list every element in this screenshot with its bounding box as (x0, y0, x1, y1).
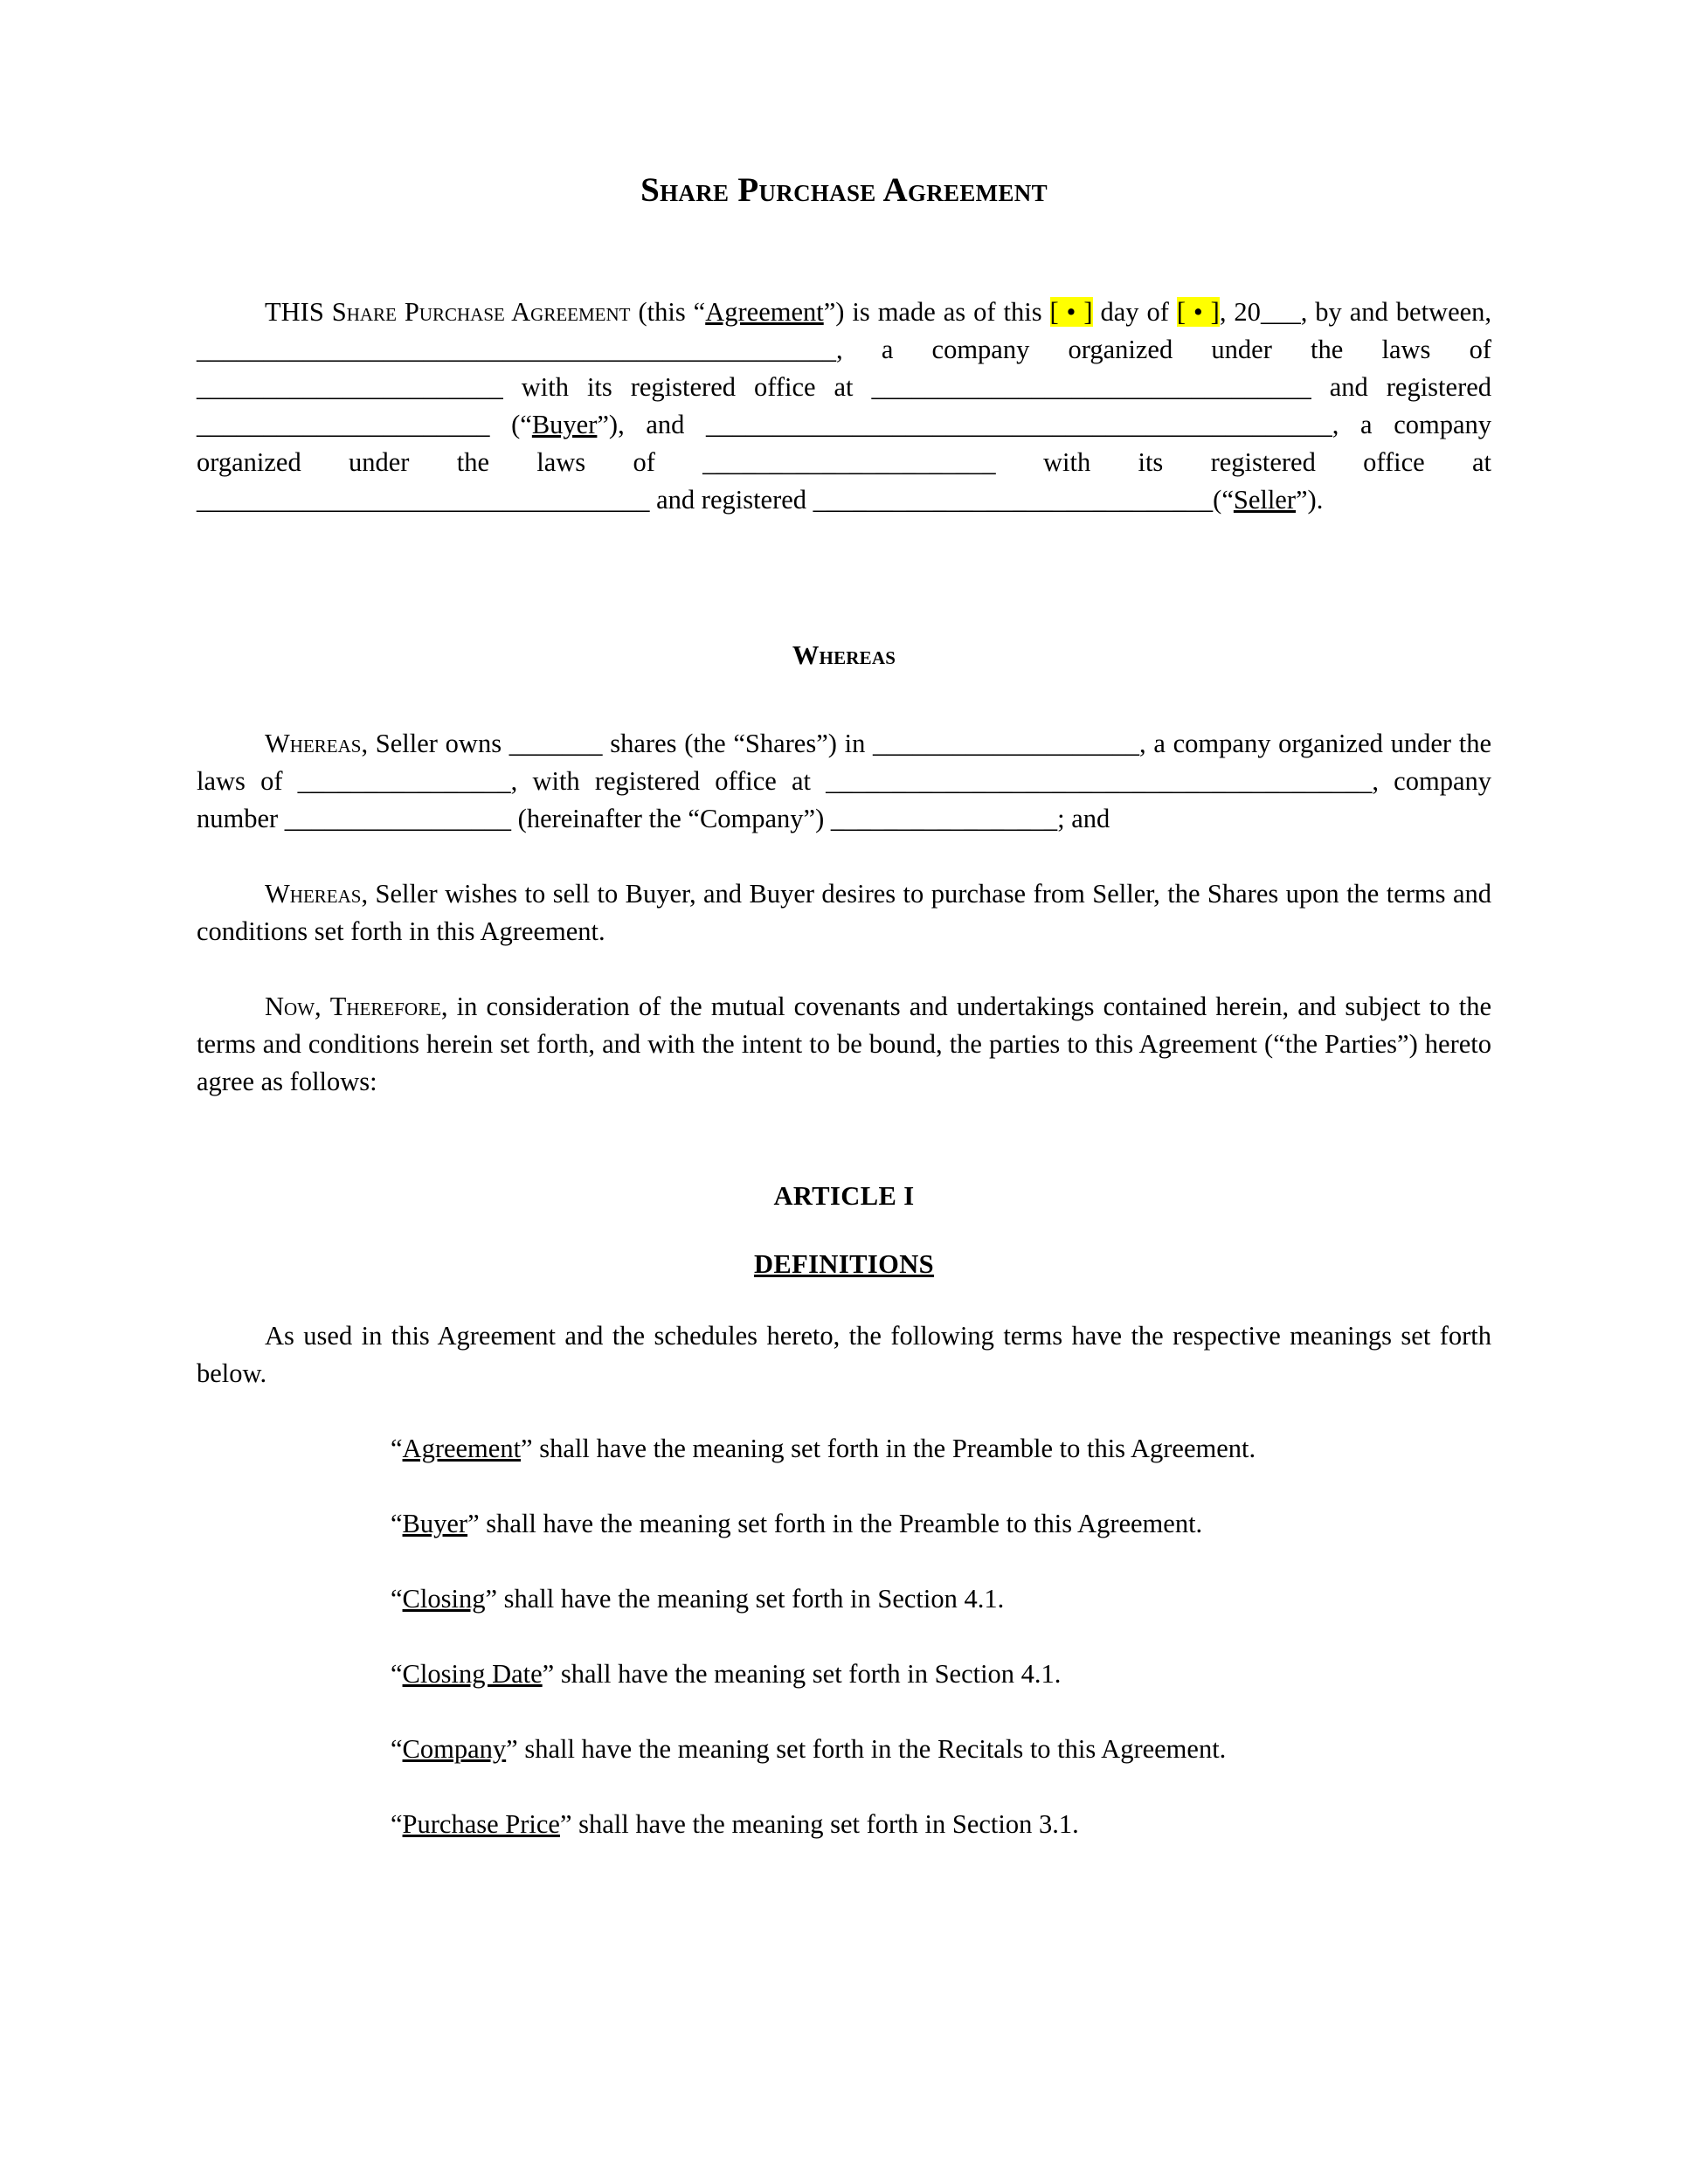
spacer (197, 950, 1491, 988)
recital-one (197, 725, 1491, 838)
spacer (197, 1768, 1491, 1806)
spacer (197, 603, 1491, 640)
preamble-made-as-of: ”) is made as of this (823, 297, 1050, 327)
recital-one-text-c: , a company organized under the laws of (197, 729, 1491, 796)
quote-close: ” (521, 1434, 533, 1463)
preamble-and-registered-two: and registered (649, 485, 813, 515)
preamble-and-registered: and registered (1311, 372, 1492, 402)
quote-close: ” (485, 1584, 498, 1614)
preamble-after-title: (this “ (630, 297, 706, 327)
recital-three (197, 988, 1491, 1101)
preamble-company-phrase-two: , a company organized under the laws of (197, 410, 1492, 477)
preamble-buyer-close: ”), and (597, 410, 707, 439)
quote-close: ” (467, 1509, 480, 1538)
quote-close: ” (559, 1809, 572, 1839)
recital-three-text: , in consideration of the mutual covenants and undertakings contained herein, and subject to the terms and conditions herein set forth, and with the intent to be bound, the parties to this Agreement (“the Parties”) hereto agree as follows: (197, 992, 1491, 1096)
blank-company-name: ____________________ (873, 729, 1140, 758)
spacer (197, 838, 1491, 875)
quote-open: “ (391, 1734, 403, 1764)
definition-text: shall have the meaning set forth in Section 3.1. (571, 1809, 1079, 1839)
definition-item (197, 1806, 1491, 1843)
blank-laws-one: _______________________ (197, 372, 503, 402)
blank-company-number: _________________ (284, 804, 512, 833)
definition-term: Purchase Price (402, 1809, 560, 1839)
preamble-day-of: day of (1092, 297, 1177, 327)
blank-office-two: __________________________________ (197, 485, 650, 515)
quote-open: “ (391, 1659, 403, 1689)
recital-two-lead: Whereas (265, 879, 362, 909)
definition-item (197, 1655, 1491, 1693)
definition-text: shall have the meaning set forth in the Preamble to this Agreement. (532, 1434, 1256, 1463)
blank-office-one: _________________________________ (871, 372, 1311, 402)
recital-three-lead-therefore: Therefore (329, 992, 441, 1021)
preamble-between: , by and between, (1300, 297, 1492, 327)
blank-company-office: _________________________________________ (826, 766, 1373, 796)
blank-party-two: _______________________________________________ (706, 410, 1332, 439)
recital-three-comma: , (315, 992, 330, 1021)
blank-year: ___ (1260, 297, 1301, 327)
spacer (197, 671, 1491, 725)
quote-open: “ (391, 1509, 403, 1538)
recital-one-text-f: (hereinafter the “Company”) (511, 804, 831, 833)
recital-one-text-g: ; and (1057, 804, 1110, 833)
term-agreement: Agreement (705, 297, 824, 327)
recital-one-lead: Whereas (265, 729, 362, 758)
definition-item (197, 1731, 1491, 1768)
preamble-seller-open: (“ (1213, 485, 1234, 515)
page-title: Share Purchase Agreement (640, 171, 1048, 209)
blank-share-count: _______ (508, 729, 603, 758)
spacer (197, 1468, 1491, 1505)
definition-item (197, 1430, 1491, 1468)
definition-text: shall have the meaning set forth in the Preamble to this Agreement. (479, 1509, 1203, 1538)
preamble-year-prefix: , 20 (1219, 297, 1261, 327)
recital-one-text-b: shares (the “Shares”) in (602, 729, 874, 758)
definitions-intro: As used in this Agreement and the schedules hereto, the following terms have the respective meanings set forth below. (197, 1321, 1491, 1388)
spacer (197, 1155, 1491, 1181)
quote-open: “ (391, 1434, 403, 1463)
recital-one-text-e: , company number (197, 766, 1491, 833)
spacer (197, 1693, 1491, 1731)
preamble-registered-office: with its registered office at (502, 372, 872, 402)
quote-open: “ (391, 1809, 403, 1839)
recital-one-text-a: , Seller owns (361, 729, 509, 758)
spacer (197, 1618, 1491, 1655)
definition-term: Buyer (402, 1509, 468, 1538)
recital-two (197, 875, 1491, 950)
term-seller: Seller (1233, 485, 1297, 515)
blank-registration-two: ______________________________ (813, 485, 1214, 515)
definition-term: Closing Date (402, 1659, 543, 1689)
definition-term: Closing (402, 1584, 486, 1614)
spacer (197, 1280, 1491, 1317)
recital-one-text-d: , with registered office at (510, 766, 827, 796)
quote-open: “ (391, 1584, 403, 1614)
definition-text: shall have the meaning set forth in the Recitals to this Agreement. (517, 1734, 1227, 1764)
spacer (197, 1212, 1491, 1249)
definition-text: shall have the meaning set forth in Section 4.1. (554, 1659, 1062, 1689)
recital-two-text: , Seller wishes to sell to Buyer, and Buyer desires to purchase from Seller, the Shares upon the terms and conditions set forth in this Agreement. (197, 879, 1491, 946)
month-placeholder: [ • ] (1176, 297, 1220, 327)
preamble-paragraph (197, 294, 1491, 519)
spacer (197, 1101, 1491, 1155)
definition-item (197, 1505, 1491, 1543)
spacer (197, 519, 1491, 603)
preamble-buyer-open: (“ (489, 410, 532, 439)
definition-text: shall have the meaning set forth in Section 4.1. (497, 1584, 1005, 1614)
blank-party-one: ________________________________________________ (197, 335, 836, 364)
recital-three-lead-now: Now (265, 992, 315, 1021)
preamble-seller-close: ”). (1296, 485, 1324, 515)
blank-registration-one: ______________________ (197, 410, 490, 439)
definition-term: Agreement (402, 1434, 522, 1463)
blank-company-laws: ________________ (297, 766, 511, 796)
day-placeholder: [ • ] (1049, 297, 1093, 327)
spacer (197, 1543, 1491, 1580)
whereas-heading: Whereas (792, 640, 896, 670)
preamble-lead: THIS (265, 297, 332, 327)
spacer (197, 1393, 1491, 1430)
article-title: DEFINITIONS (753, 1249, 935, 1279)
preamble-company-phrase: , a company organized under the laws of (836, 335, 1491, 364)
term-buyer: Buyer (531, 410, 598, 439)
blank-company-tail: _________________ (830, 804, 1058, 833)
blank-laws-two: ______________________ (702, 447, 996, 477)
definition-term: Company (402, 1734, 507, 1764)
quote-close: ” (542, 1659, 555, 1689)
definition-item (197, 1580, 1491, 1618)
quote-close: ” (506, 1734, 518, 1764)
article-number: ARTICLE I (773, 1181, 915, 1211)
preamble-registered-office-two: with its registered office at (995, 447, 1491, 477)
spacer (197, 210, 1491, 294)
preamble-title-smallcaps: Share Purchase Agreement (331, 297, 631, 327)
